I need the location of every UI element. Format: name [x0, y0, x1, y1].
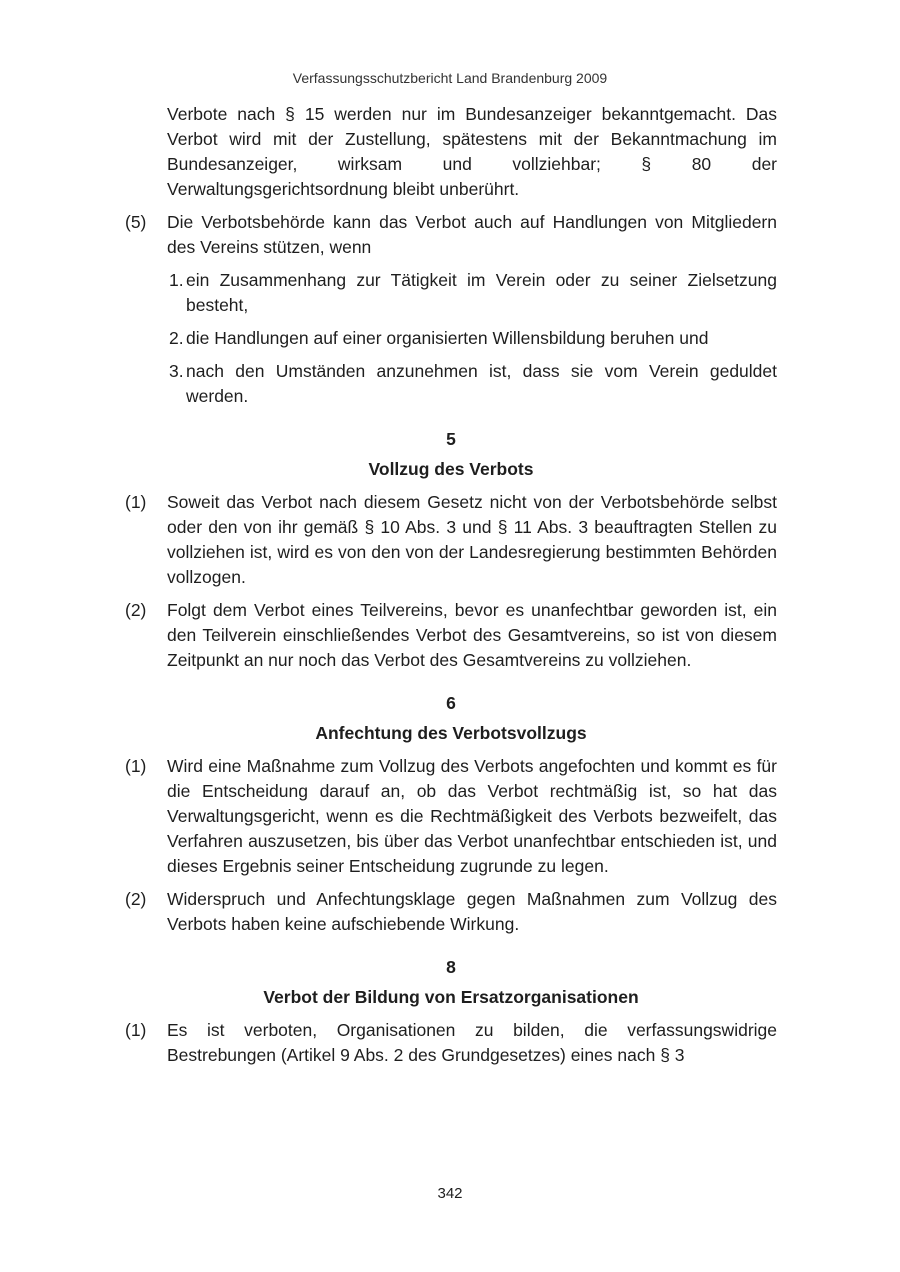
paragraph-text: Folgt dem Verbot eines Teilvereins, bevor es unanfechtbar geworden ist, ein den Teilverein einschließendes Verbot des Gesamtvereins, so ist von diesem Zeitpunkt an nur noch das Verbot des Gesamtvereins zu vollziehen. — [167, 600, 777, 670]
paragraph-text: Die Verbotsbehörde kann das Verbot auch auf Handlungen von Mitgliedern des Vereins stützen, wenn — [167, 212, 777, 257]
paragraph-text: Widerspruch und Anfechtungsklage gegen Maßnahmen zum Vollzug des Verbots haben keine aufschiebende Wirkung. — [167, 889, 777, 934]
page-number: 342 — [437, 1185, 463, 1202]
list-item — [169, 268, 777, 318]
list-item-text: nach den Umständen anzunehmen ist, dass sie vom Verein geduldet werden. — [186, 361, 777, 406]
section-number: 5 — [446, 429, 456, 449]
list-item-number: 1. — [169, 270, 184, 290]
paragraph-number: (5) — [125, 212, 147, 232]
paragraph-5 — [125, 210, 777, 260]
section-title: Vollzug des Verbots — [368, 459, 534, 479]
paragraph-text: Es ist verboten, Organisationen zu bilden, die verfassungswidrige Bestrebungen (Artikel 9 Abs. 2 des Grundgesetzes) eines nach § 3 — [167, 1020, 777, 1065]
paragraph-number: (1) — [125, 756, 147, 776]
paragraph-number: (2) — [125, 889, 147, 909]
section-paragraph — [125, 598, 777, 673]
paragraph-number: (2) — [125, 600, 147, 620]
section-number: 8 — [446, 957, 456, 977]
paragraph-text: Wird eine Maßnahme zum Vollzug des Verbots angefochten und kommt es für die Entscheidung darauf an, ob das Verbot rechtmäßig ist, so hat das Verwaltungsgericht, wenn es die Rechtmäßigkeit des Verbots bezweifelt, das Verfahren auszusetzen, bis über das Verbot unanfechtbar entschieden ist, und dieses Ergebnis seiner Entscheidung zugrunde zu legen. — [167, 756, 777, 876]
list-item-text: ein Zusammenhang zur Tätigkeit im Verein oder zu seiner Zielsetzung besteht, — [186, 270, 777, 315]
paragraph-number: (1) — [125, 1020, 147, 1040]
section-paragraph — [125, 887, 777, 937]
section-title: Verbot der Bildung von Ersatzorganisationen — [263, 987, 639, 1007]
section-paragraph — [125, 754, 777, 879]
section-number: 6 — [446, 693, 456, 713]
section-title: Anfechtung des Verbotsvollzugs — [315, 723, 587, 743]
list-item-text: die Handlungen auf einer organisierten Willensbildung beruhen und — [186, 328, 709, 348]
running-header: Verfassungsschutzbericht Land Brandenburg 2009 — [292, 70, 608, 86]
list-item-number: 3. — [169, 361, 184, 381]
paragraph-text: Soweit das Verbot nach diesem Gesetz nicht von der Verbotsbehörde selbst oder den von ihr gemäß § 10 Abs. 3 und § 11 Abs. 3 beauftragten Stellen zu vollziehen ist, wird es von den von der Landesregierung bestimmten Behörden vollzogen. — [167, 492, 777, 587]
page-body — [125, 102, 777, 1076]
list-item-number: 2. — [169, 328, 184, 348]
list-item — [169, 359, 777, 409]
continued-paragraph: Verbote nach § 15 werden nur im Bundesanzeiger bekanntgemacht. Das Verbot wird mit der Zustellung, spätestens mit der Bekanntmachung im Bundesanzeiger, wirksam und vollziehbar; § 80 der Verwaltungsgerichtsordnung bleibt unberührt. — [167, 104, 777, 199]
section-paragraph — [125, 490, 777, 590]
list-item — [169, 326, 777, 351]
paragraph-number: (1) — [125, 492, 147, 512]
section-paragraph — [125, 1018, 777, 1068]
